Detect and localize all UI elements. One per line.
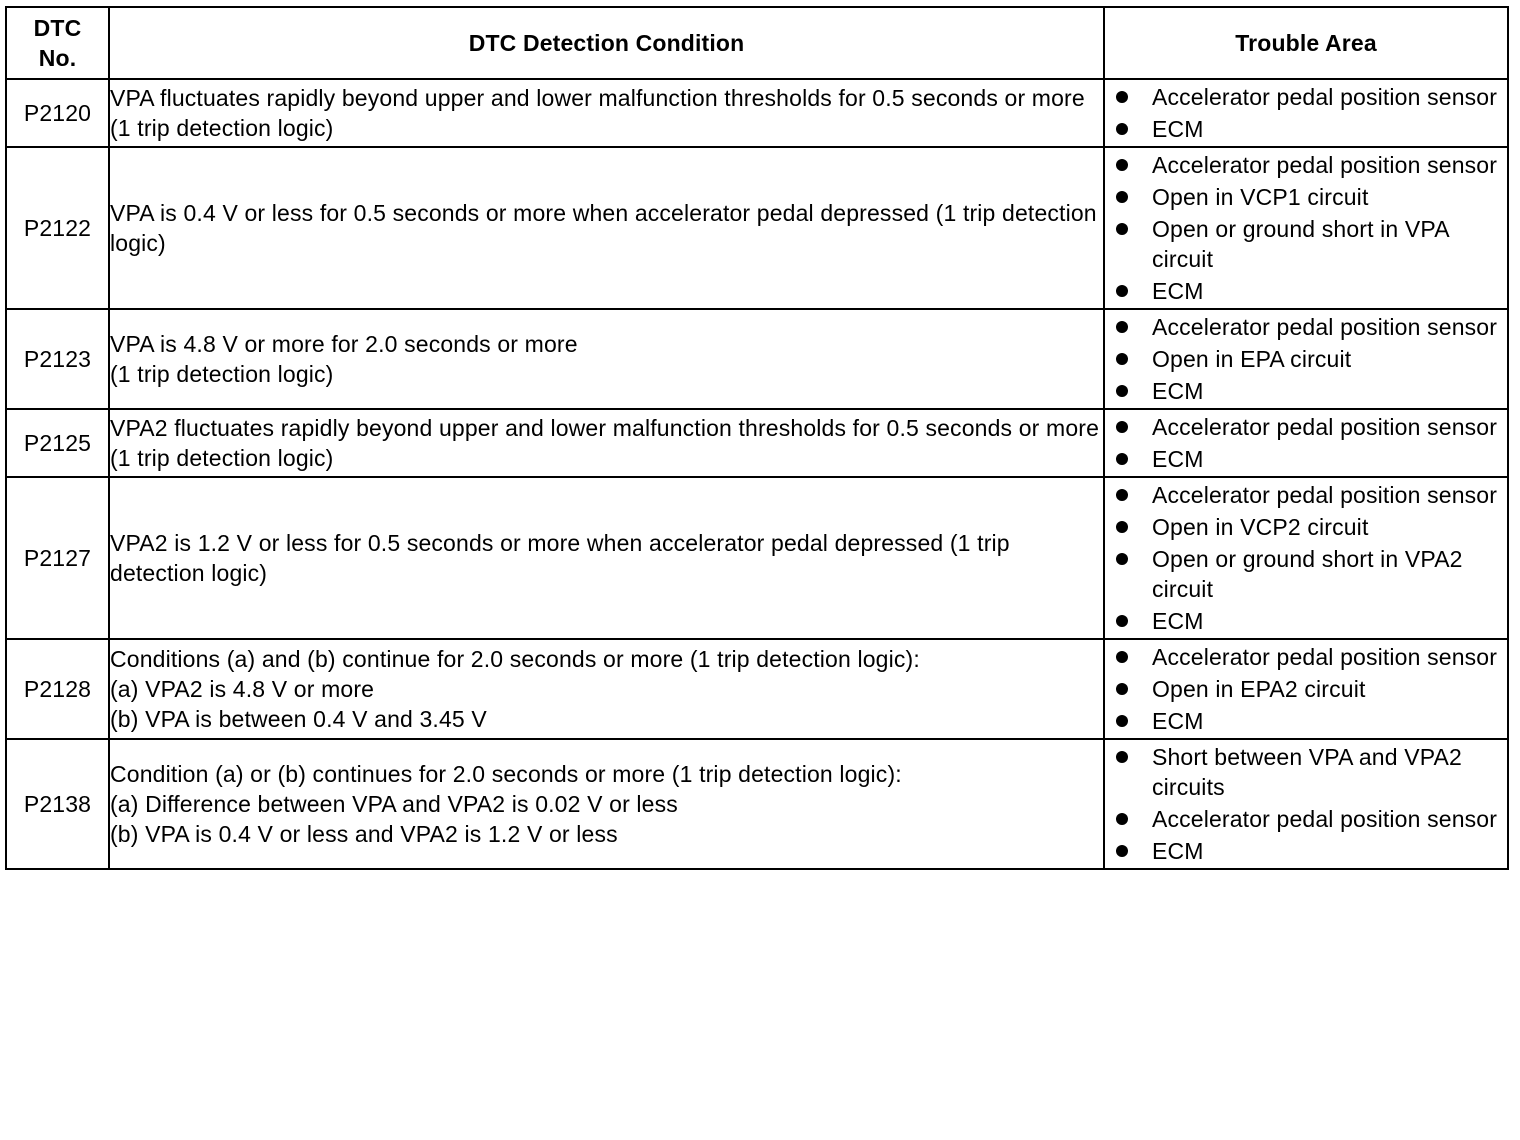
header-detection-condition: DTC Detection Condition xyxy=(109,7,1104,79)
trouble-area-item xyxy=(1105,312,1507,342)
condition-line: (1 trip detection logic) xyxy=(110,361,334,387)
trouble-area-text: Accelerator pedal position sensor xyxy=(1152,644,1498,670)
bullet-icon xyxy=(1116,421,1128,433)
trouble-area-text: ECM xyxy=(1152,446,1204,472)
dtc-code: P2128 xyxy=(6,639,109,739)
detection-condition xyxy=(109,477,1104,639)
bullet-icon xyxy=(1116,813,1128,825)
bullet-icon xyxy=(1116,845,1128,857)
bullet-icon xyxy=(1116,521,1128,533)
trouble-area-list xyxy=(1105,480,1507,636)
dtc-code: P2122 xyxy=(6,147,109,309)
trouble-area-list xyxy=(1105,150,1507,306)
trouble-area-text: ECM xyxy=(1152,116,1204,142)
trouble-area-text: Accelerator pedal position sensor xyxy=(1152,84,1498,110)
detection-condition xyxy=(109,309,1104,409)
bullet-icon xyxy=(1116,123,1128,135)
trouble-area xyxy=(1104,79,1508,147)
trouble-area-item xyxy=(1105,480,1507,510)
bullet-icon xyxy=(1116,751,1128,763)
dtc-code: P2138 xyxy=(6,739,109,869)
trouble-area-item xyxy=(1105,182,1507,212)
trouble-area-text: Short between VPA and VPA2 circuits xyxy=(1152,744,1462,800)
condition-line: Conditions (a) and (b) continue for 2.0 seconds or more (1 trip detection logic): xyxy=(110,646,920,672)
trouble-area-text: Accelerator pedal position sensor xyxy=(1152,314,1498,340)
condition-line: VPA is 4.8 V or more for 2.0 seconds or more xyxy=(110,331,578,357)
trouble-area-item xyxy=(1105,606,1507,636)
trouble-area xyxy=(1104,739,1508,869)
detection-condition xyxy=(109,639,1104,739)
trouble-area-text: Accelerator pedal position sensor xyxy=(1152,482,1498,508)
trouble-area-item xyxy=(1105,512,1507,542)
trouble-area xyxy=(1104,409,1508,477)
dtc-code: P2123 xyxy=(6,309,109,409)
trouble-area-text: Open in EPA circuit xyxy=(1152,346,1352,372)
condition-line: VPA fluctuates rapidly beyond upper and lower malfunction thresholds for 0.5 seconds or more (1 trip detection logic) xyxy=(110,85,1085,141)
table-row xyxy=(6,309,1508,409)
header-trouble-area: Trouble Area xyxy=(1104,7,1508,79)
bullet-icon xyxy=(1116,191,1128,203)
trouble-area-item xyxy=(1105,444,1507,474)
table-row xyxy=(6,79,1508,147)
trouble-area xyxy=(1104,639,1508,739)
trouble-area-list xyxy=(1105,742,1507,866)
trouble-area-item xyxy=(1105,376,1507,406)
dtc-code: P2125 xyxy=(6,409,109,477)
trouble-area-text: ECM xyxy=(1152,708,1204,734)
table-body xyxy=(6,79,1508,869)
trouble-area-list xyxy=(1105,412,1507,474)
condition-line: (a) Difference between VPA and VPA2 is 0.02 V or less xyxy=(110,791,678,817)
trouble-area-item xyxy=(1105,214,1507,274)
table-row xyxy=(6,147,1508,309)
bullet-icon xyxy=(1116,159,1128,171)
condition-line: Condition (a) or (b) continues for 2.0 seconds or more (1 trip detection logic): xyxy=(110,761,902,787)
bullet-icon xyxy=(1116,453,1128,465)
bullet-icon xyxy=(1116,683,1128,695)
detection-condition xyxy=(109,409,1104,477)
trouble-area-text: ECM xyxy=(1152,608,1204,634)
trouble-area-text: Open or ground short in VPA2 circuit xyxy=(1152,546,1463,602)
bullet-icon xyxy=(1116,285,1128,297)
bullet-icon xyxy=(1116,651,1128,663)
trouble-area-text: ECM xyxy=(1152,378,1204,404)
condition-line: (b) VPA is between 0.4 V and 3.45 V xyxy=(110,706,487,732)
dtc-code: P2120 xyxy=(6,79,109,147)
trouble-area-item xyxy=(1105,706,1507,736)
trouble-area-text: Accelerator pedal position sensor xyxy=(1152,806,1498,832)
trouble-area-text: Open in EPA2 circuit xyxy=(1152,676,1366,702)
header-dtc-no xyxy=(6,7,109,79)
bullet-icon xyxy=(1116,715,1128,727)
condition-line: (a) VPA2 is 4.8 V or more xyxy=(110,676,375,702)
condition-line: VPA2 is 1.2 V or less for 0.5 seconds or more when accelerator pedal depressed (1 trip detection logic) xyxy=(110,530,1010,586)
bullet-icon xyxy=(1116,223,1128,235)
trouble-area xyxy=(1104,309,1508,409)
table-header-row xyxy=(6,7,1508,79)
condition-line: (b) VPA is 0.4 V or less and VPA2 is 1.2 V or less xyxy=(110,821,618,847)
dtc-code: P2127 xyxy=(6,477,109,639)
trouble-area-item xyxy=(1105,150,1507,180)
trouble-area-text: Open in VCP1 circuit xyxy=(1152,184,1369,210)
bullet-icon xyxy=(1116,385,1128,397)
trouble-area-text: Accelerator pedal position sensor xyxy=(1152,414,1498,440)
dtc-table xyxy=(5,6,1509,870)
trouble-area-item xyxy=(1105,544,1507,604)
trouble-area-text: Open or ground short in VPA circuit xyxy=(1152,216,1449,272)
bullet-icon xyxy=(1116,553,1128,565)
detection-condition xyxy=(109,147,1104,309)
trouble-area-item xyxy=(1105,276,1507,306)
trouble-area-item xyxy=(1105,742,1507,802)
header-dtc-no-line1: DTC xyxy=(33,15,82,41)
trouble-area-item xyxy=(1105,114,1507,144)
trouble-area-item xyxy=(1105,642,1507,672)
trouble-area-list xyxy=(1105,312,1507,406)
header-dtc-no-line2: No. xyxy=(38,45,77,71)
trouble-area-text: Accelerator pedal position sensor xyxy=(1152,152,1498,178)
bullet-icon xyxy=(1116,321,1128,333)
trouble-area-text: ECM xyxy=(1152,278,1204,304)
trouble-area-text: ECM xyxy=(1152,838,1204,864)
trouble-area-item xyxy=(1105,82,1507,112)
bullet-icon xyxy=(1116,353,1128,365)
detection-condition xyxy=(109,739,1104,869)
bullet-icon xyxy=(1116,615,1128,627)
table-row xyxy=(6,477,1508,639)
trouble-area-item xyxy=(1105,836,1507,866)
table-row xyxy=(6,639,1508,739)
bullet-icon xyxy=(1116,489,1128,501)
bullet-icon xyxy=(1116,91,1128,103)
detection-condition xyxy=(109,79,1104,147)
trouble-area-item xyxy=(1105,412,1507,442)
trouble-area-list xyxy=(1105,642,1507,736)
condition-line: VPA2 fluctuates rapidly beyond upper and lower malfunction thresholds for 0.5 seconds or more (1 trip detection logic) xyxy=(110,415,1100,471)
table-row xyxy=(6,409,1508,477)
trouble-area-item xyxy=(1105,344,1507,374)
condition-line: VPA is 0.4 V or less for 0.5 seconds or more when accelerator pedal depressed (1 trip detection logic) xyxy=(110,200,1097,256)
table-row xyxy=(6,739,1508,869)
trouble-area-text: Open in VCP2 circuit xyxy=(1152,514,1369,540)
trouble-area-item xyxy=(1105,804,1507,834)
trouble-area xyxy=(1104,477,1508,639)
trouble-area-item xyxy=(1105,674,1507,704)
trouble-area xyxy=(1104,147,1508,309)
trouble-area-list xyxy=(1105,82,1507,144)
